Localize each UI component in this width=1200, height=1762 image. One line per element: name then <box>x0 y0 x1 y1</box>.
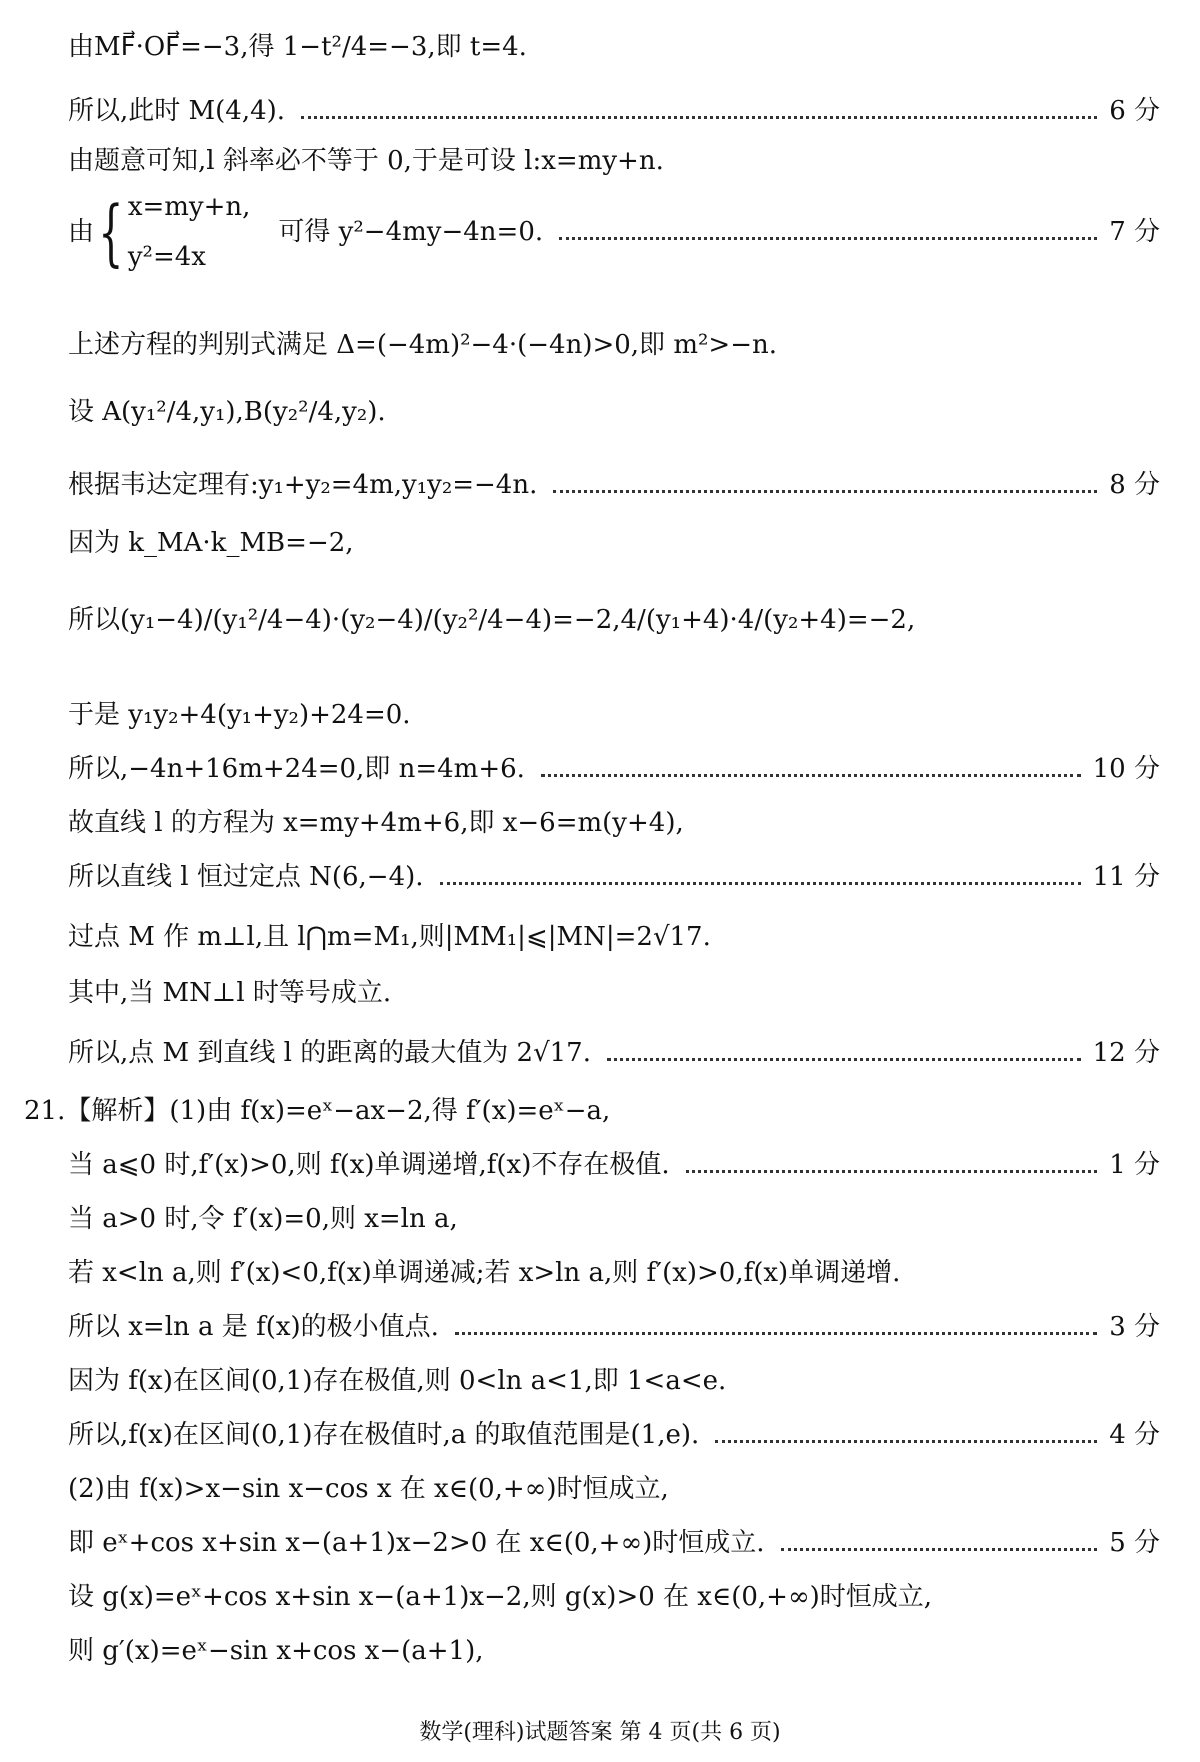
line-23 <box>68 1418 1160 1452</box>
brace-icon: { <box>98 190 124 274</box>
score-mark: 4 分 <box>1109 1420 1160 1450</box>
leader-dots <box>559 237 1097 240</box>
line-19 <box>68 1202 1160 1236</box>
line-27 <box>68 1634 1160 1668</box>
score-mark: 7 分 <box>1109 217 1160 247</box>
line-11 <box>68 752 1160 786</box>
line-3 <box>68 144 1160 178</box>
line-text: 由题意可知,l 斜率必不等于 0,于是可设 l:x=my+n. <box>68 146 664 176</box>
line-24 <box>68 1472 1160 1506</box>
line-25 <box>68 1526 1160 1560</box>
line-text: 所以,f(x)在区间(0,1)存在极值时,a 的取值范围是(1,e). <box>68 1420 700 1450</box>
system-prefix: 由 <box>68 217 95 247</box>
line-text: 所以,−4n+16m+24=0,即 n=4m+6. <box>68 754 525 784</box>
score-mark: 8 分 <box>1109 470 1160 500</box>
line-5 <box>68 328 1160 362</box>
line-text: 于是 y₁y₂+4(y₁+y₂)+24=0. <box>68 700 411 730</box>
line-15 <box>68 976 1160 1010</box>
score-mark: 12 分 <box>1092 1038 1160 1068</box>
line-1 <box>68 30 1160 64</box>
leader-dots <box>781 1548 1098 1551</box>
line-26 <box>68 1580 1160 1614</box>
line-text: 根据韦达定理有:y₁+y₂=4m,y₁y₂=−4n. <box>68 470 538 500</box>
line-20 <box>68 1256 1160 1290</box>
line-22 <box>68 1364 1160 1398</box>
system-eq1: x=my+n, <box>127 192 251 222</box>
line-text: 设 A(y₁²/4,y₁),B(y₂²/4,y₂). <box>68 397 386 427</box>
line-text: 故直线 l 的方程为 x=my+4m+6,即 x−6=m(y+4), <box>68 808 684 838</box>
line-text: 所以,此时 M(4,4). <box>68 96 286 126</box>
line-13 <box>68 860 1160 894</box>
line-text: 由MF⃗·OF⃗=−3,得 1−t²/4=−3,即 t=4. <box>68 32 527 62</box>
line-14 <box>68 920 1160 954</box>
line-2 <box>68 94 1160 128</box>
system-eq2: y²=4x <box>127 242 206 272</box>
line-8 <box>68 526 1160 560</box>
line-text: 所以(y₁−4)/(y₁²/4−4)·(y₂−4)/(y₂²/4−4)=−2,4/(y₁+4)·4/(y₂+4)=−2, <box>68 605 916 635</box>
line-4-system <box>68 190 1160 274</box>
line-16 <box>68 1036 1160 1070</box>
line-text: 过点 M 作 m⊥l,且 l⋂m=M₁,则|MM₁|⩽|MN|=2√17. <box>68 922 711 952</box>
line-text: 即 eˣ+cos x+sin x−(a+1)x−2>0 在 x∈(0,+∞)时恒成立. <box>68 1528 765 1558</box>
leader-dots <box>553 490 1097 493</box>
system-result: 可得 y²−4my−4n=0. <box>278 217 544 247</box>
line-9 <box>68 600 1160 640</box>
score-mark: 11 分 <box>1092 862 1160 892</box>
line-7 <box>68 468 1160 502</box>
score-mark: 10 分 <box>1092 754 1160 784</box>
line-text: 所以,点 M 到直线 l 的距离的最大值为 2√17. <box>68 1038 591 1068</box>
leader-dots <box>440 882 1081 885</box>
score-mark: 5 分 <box>1109 1528 1160 1558</box>
score-mark: 6 分 <box>1109 96 1160 126</box>
line-text: 当 a⩽0 时,f′(x)>0,则 f(x)单调递增,f(x)不存在极值. <box>68 1150 670 1180</box>
leader-dots <box>715 1440 1097 1443</box>
line-10 <box>68 698 1160 732</box>
score-mark: 3 分 <box>1109 1312 1160 1342</box>
equation-system <box>128 190 251 274</box>
line-text: 若 x<ln a,则 f′(x)<0,f(x)单调递减;若 x>ln a,则 f′(x)>0,f(x)单调递增. <box>68 1258 901 1288</box>
line-text: 所以 x=ln a 是 f(x)的极小值点. <box>68 1312 439 1342</box>
line-text: 则 g′(x)=eˣ−sin x+cos x−(a+1), <box>68 1636 484 1666</box>
leader-dots <box>301 116 1097 119</box>
problem-number: 21. <box>24 1096 66 1126</box>
score-mark: 1 分 <box>1109 1150 1160 1180</box>
line-text: 所以直线 l 恒过定点 N(6,−4). <box>68 862 424 892</box>
line-text: 当 a>0 时,令 f′(x)=0,则 x=ln a, <box>68 1204 458 1234</box>
line-6 <box>68 392 1160 432</box>
line-text: 设 g(x)=eˣ+cos x+sin x−(a+1)x−2,则 g(x)>0 在 x∈(0,+∞)时恒成立, <box>68 1582 933 1612</box>
line-text: 【解析】(1)由 f(x)=eˣ−ax−2,得 f′(x)=eˣ−a, <box>65 1096 611 1126</box>
leader-dots <box>541 774 1081 777</box>
leader-dots <box>607 1058 1081 1061</box>
line-text: 因为 k_MA·k_MB=−2, <box>68 528 354 558</box>
line-text: (2)由 f(x)>x−sin x−cos x 在 x∈(0,+∞)时恒成立, <box>68 1474 669 1504</box>
line-text: 其中,当 MN⊥l 时等号成立. <box>68 978 392 1008</box>
line-text: 因为 f(x)在区间(0,1)存在极值,则 0<ln a<1,即 1<a<e. <box>68 1366 727 1396</box>
page-footer: 数学(理科)试题答案 第 4 页(共 6 页) <box>419 1720 781 1745</box>
line-21 <box>68 1310 1160 1344</box>
line-12 <box>68 806 1160 840</box>
leader-dots <box>455 1332 1097 1335</box>
line-18 <box>68 1148 1160 1182</box>
leader-dots <box>686 1170 1098 1173</box>
line-17-problem-21 <box>24 1094 1160 1128</box>
line-text: 上述方程的判别式满足 Δ=(−4m)²−4·(−4n)>0,即 m²>−n. <box>68 330 777 360</box>
